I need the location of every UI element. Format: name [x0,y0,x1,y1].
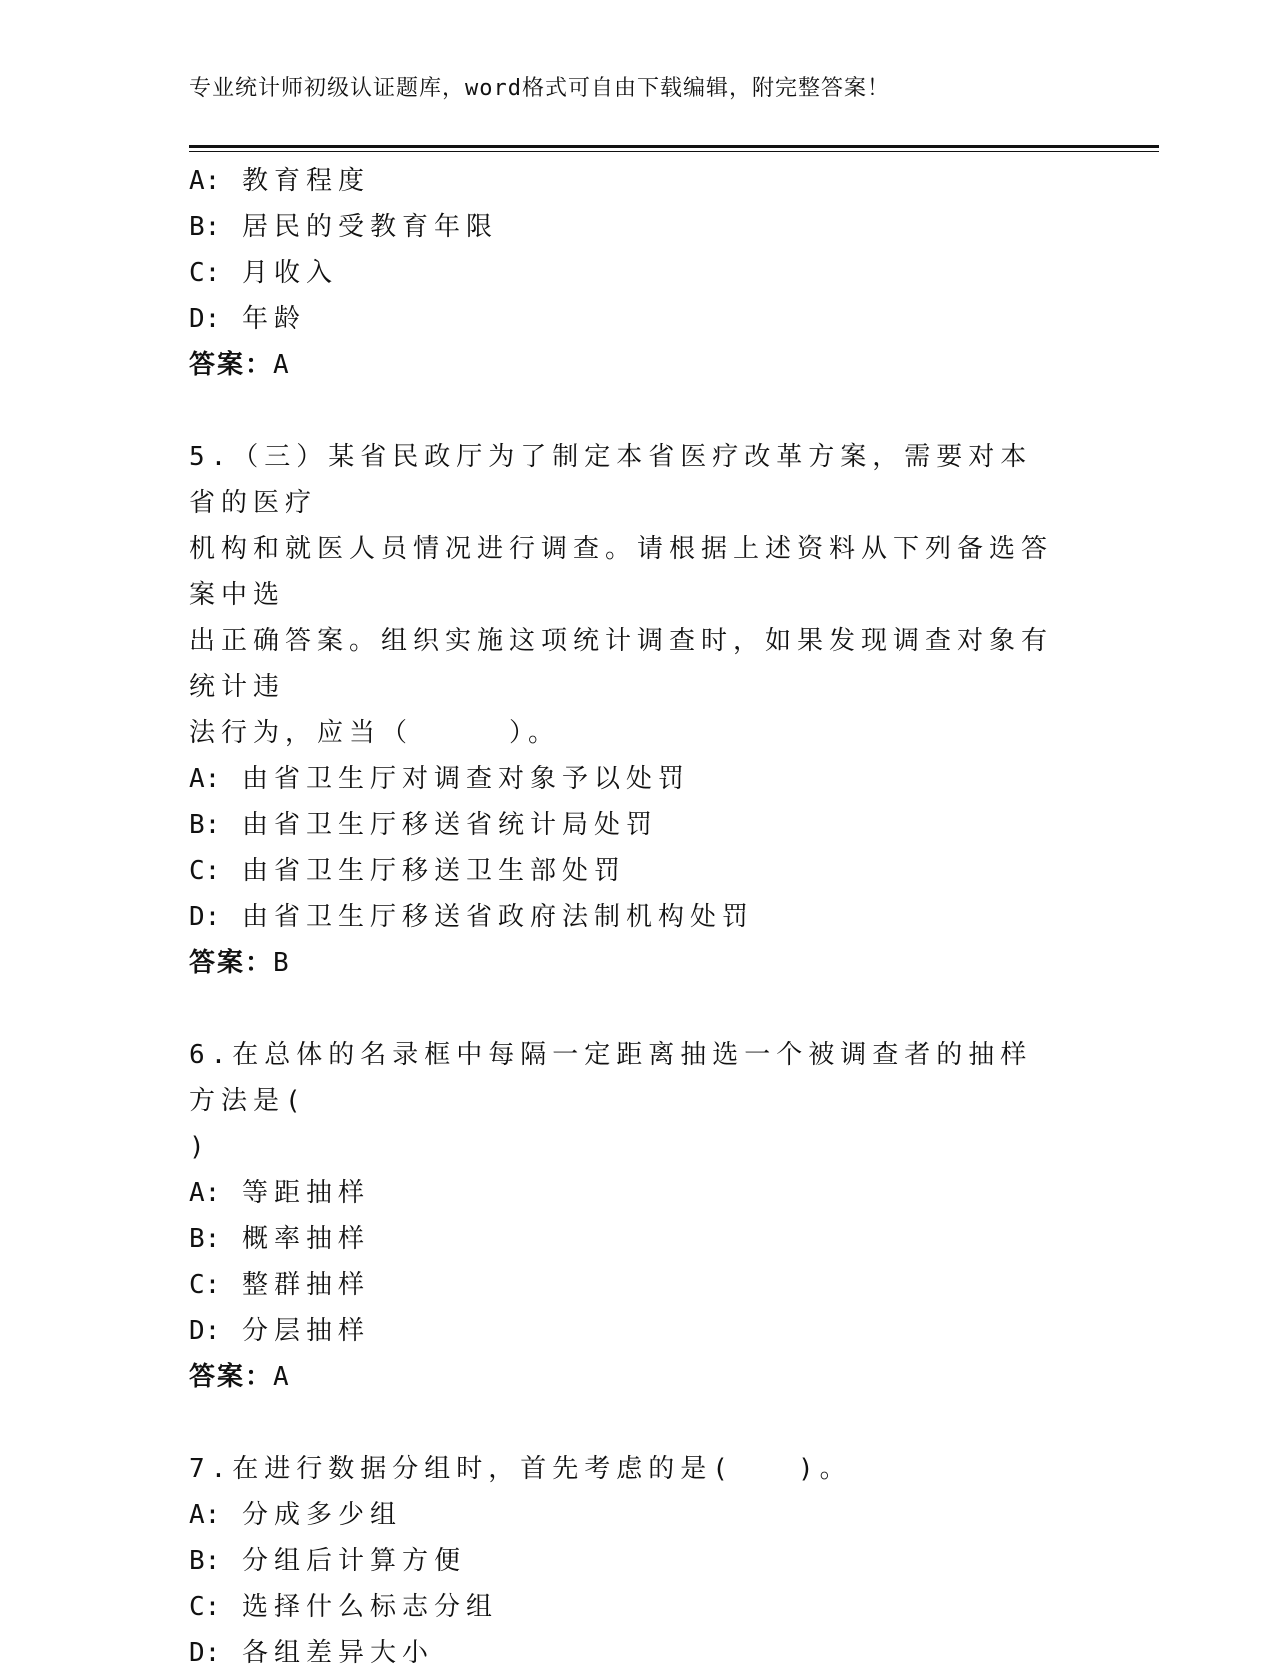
answer-line: 答案：A [189,1362,291,1392]
question-5-line: 出正确答案。组织实施这项统计调查时，如果发现调查对象有统计违 [189,626,1054,702]
option-c: C: 整群抽样 [189,1270,370,1300]
option-d: D: 年龄 [189,304,306,334]
question-content [189,158,1089,1676]
question-7-line: 7.在进行数据分组时，首先考虑的是( )。 [189,1454,852,1484]
question-6 [189,1032,1089,1400]
option-a: A: 由省卫生厅对调查对象予以处罚 [189,764,690,794]
header-rule-thick [189,145,1159,148]
option-d: D: 分层抽样 [189,1316,370,1346]
option-c: C: 选择什么标志分组 [189,1592,498,1622]
question-5-line: 法行为，应当（ ）。 [189,718,561,748]
answer-line: 答案：B [189,948,291,978]
option-c: C: 月收入 [189,258,338,288]
question-5-line: 机构和就医人员情况进行调查。请根据上述资料从下列备选答案中选 [189,534,1054,610]
question-6-line: 6.在总体的名录框中每隔一定距离抽选一个被调查者的抽样方法是( [189,1040,1033,1116]
option-a: A: 分成多少组 [189,1500,402,1530]
page-header: 专业统计师初级认证题库，word格式可自由下载编辑，附完整答案！ [189,76,890,101]
option-b: B: 居民的受教育年限 [189,212,498,242]
option-b: B: 由省卫生厅移送省统计局处罚 [189,810,658,840]
option-d: D: 各组差异大小 [189,1638,434,1668]
answer-line: 答案：A [189,350,291,380]
option-b: B: 分组后计算方便 [189,1546,466,1576]
option-a: A: 教育程度 [189,166,370,196]
option-b: B: 概率抽样 [189,1224,370,1254]
option-c: C: 由省卫生厅移送卫生部处罚 [189,856,626,886]
question-6-line: ) [189,1132,211,1162]
question-7 [189,1446,1089,1676]
question-5 [189,434,1089,986]
option-a: A: 等距抽样 [189,1178,370,1208]
header-rule-thin [189,151,1159,152]
option-d: D: 由省卫生厅移送省政府法制机构处罚 [189,902,754,932]
prev-question-options [189,158,1089,388]
question-5-line: 5.（三）某省民政厅为了制定本省医疗改革方案，需要对本省的医疗 [189,442,1033,518]
